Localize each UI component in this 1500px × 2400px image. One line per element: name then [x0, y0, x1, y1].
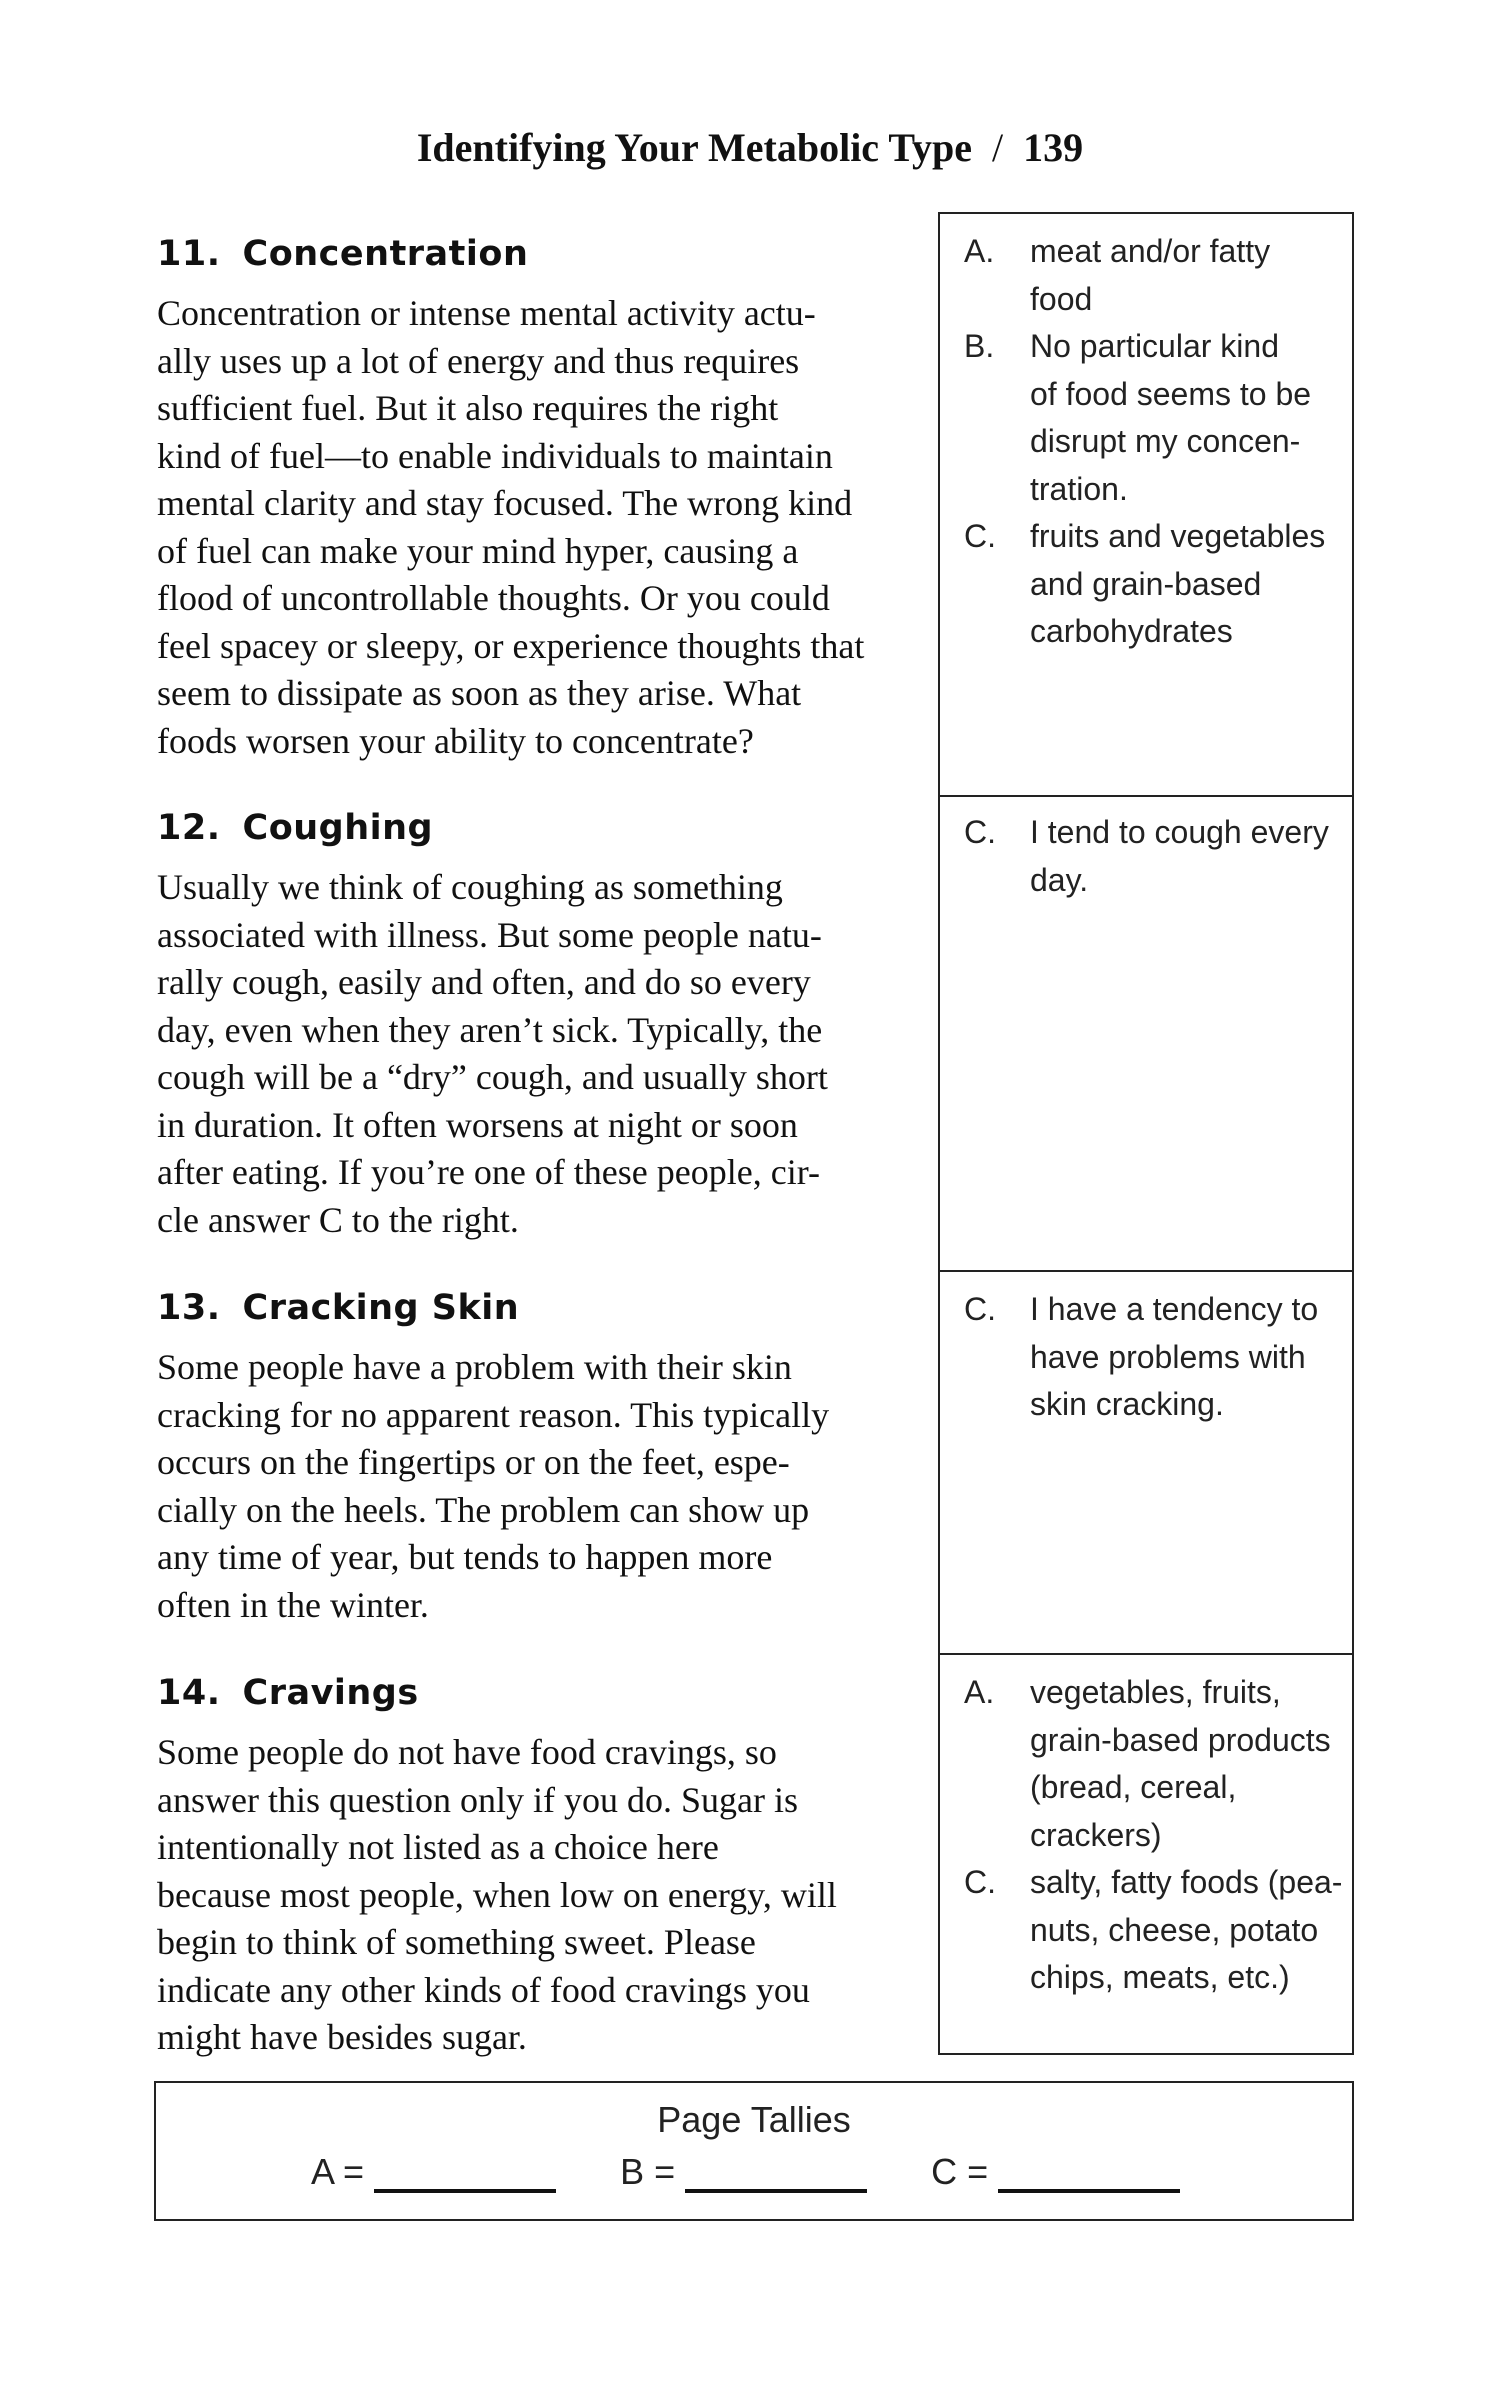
question-text — [157, 864, 917, 1244]
option-line: chips, meats, etc.) — [1030, 1959, 1290, 1995]
text-line: might have besides sugar. — [157, 2017, 527, 2057]
question-section — [157, 232, 917, 765]
option-label: B. — [964, 328, 995, 364]
option-line: day. — [1030, 861, 1089, 898]
option-line: salty, fatty foods (pea- — [1030, 1864, 1343, 1900]
text-line: in duration. It often worsens at night or soon — [157, 1104, 798, 1145]
question-text — [157, 1344, 917, 1629]
text-line: cracking for no apparent reason. This typically — [157, 1394, 830, 1435]
option-line: food — [1030, 280, 1093, 317]
answer-option[interactable] — [964, 1859, 1352, 2002]
question-text — [157, 1729, 917, 2062]
text-line: after eating. If you’re one of these people, cir- — [157, 1152, 820, 1192]
page-tallies-box — [154, 2081, 1354, 2221]
text-line: associated with illness. But some people natu- — [157, 914, 822, 955]
text-line: cially on the heels. The problem can show up — [157, 1489, 810, 1530]
page-header — [0, 124, 1500, 171]
text-line: of fuel can make your mind hyper, causing a — [157, 530, 799, 571]
tally-c-blank[interactable] — [998, 2153, 1180, 2193]
question-title: Concentration — [242, 234, 529, 274]
answer-box — [938, 212, 1354, 797]
option-line: I have a tendency to — [1030, 1291, 1319, 1327]
text-line: Some people do not have food cravings, so — [157, 1732, 777, 1772]
option-line: grain-based products — [1030, 1721, 1331, 1758]
question-number: 12. — [157, 808, 221, 848]
question-section — [157, 1286, 917, 1629]
question-heading — [157, 232, 917, 276]
answer-option[interactable] — [964, 809, 1352, 904]
option-line: vegetables, fruits, — [1030, 1674, 1281, 1710]
option-label: A. — [964, 1674, 995, 1710]
tally-b — [620, 2151, 867, 2193]
question-section — [157, 1671, 917, 2062]
question-section — [157, 806, 917, 1244]
answer-box — [938, 1272, 1354, 1655]
text-line: feel spacey or sleepy, or experience thoughts that — [157, 625, 865, 666]
option-label: C. — [964, 518, 996, 554]
text-line: ally uses up a lot of energy and thus requires — [157, 340, 800, 381]
text-line: often in the winter. — [157, 1584, 429, 1625]
option-line: nuts, cheese, potato — [1030, 1911, 1319, 1948]
page-number: 139 — [1023, 125, 1084, 170]
option-label: C. — [964, 814, 996, 850]
answer-options — [940, 795, 1352, 904]
question-number: 14. — [157, 1673, 221, 1713]
text-line: cle answer C to the right. — [157, 1199, 519, 1240]
option-text — [1030, 228, 1270, 323]
question-number: 11. — [157, 234, 221, 274]
separator: / — [992, 125, 1004, 170]
option-text — [1030, 323, 1311, 513]
tally-b-label: B = — [620, 2151, 676, 2192]
text-line: Concentration or intense mental activity actu- — [157, 293, 816, 333]
tally-a — [311, 2151, 556, 2193]
question-heading — [157, 1286, 917, 1330]
option-line: of food seems to be — [1030, 375, 1312, 412]
tally-title: Page Tallies — [657, 2099, 851, 2140]
option-label: C. — [964, 1291, 996, 1327]
option-line: No particular kind — [1030, 328, 1279, 364]
text-line: kind of fuel—to enable individuals to maintain — [157, 435, 833, 476]
option-line: have problems with — [1030, 1338, 1306, 1375]
text-line: mental clarity and stay focused. The wrong kind — [157, 483, 853, 523]
tally-c — [931, 2151, 1180, 2193]
answer-box — [938, 1655, 1354, 2055]
option-label: A. — [964, 233, 995, 269]
question-title: Cracking Skin — [242, 1288, 520, 1328]
question-number: 13. — [157, 1288, 221, 1328]
option-line: disrupt my concen- — [1030, 423, 1301, 459]
answer-options — [940, 214, 1352, 656]
question-title: Coughing — [242, 808, 434, 848]
text-line: Some people have a problem with their skin — [157, 1347, 792, 1387]
option-line: carbohydrates — [1030, 613, 1233, 649]
question-heading — [157, 806, 917, 850]
answer-option[interactable] — [964, 1286, 1352, 1429]
option-line: crackers) — [1030, 1816, 1162, 1853]
text-line: sufficient fuel. But it also requires the right — [157, 388, 779, 428]
text-line: intentionally not listed as a choice here — [157, 1827, 719, 1867]
answer-option[interactable] — [964, 1669, 1352, 1859]
text-line: Usually we think of coughing as something — [157, 867, 783, 907]
option-text — [1030, 809, 1329, 904]
question-text — [157, 290, 917, 765]
option-line: (bread, cereal, — [1030, 1769, 1237, 1805]
option-text — [1030, 1669, 1331, 1859]
option-line: fruits and vegetables — [1030, 518, 1326, 554]
text-line: cough will be a “dry” cough, and usually short — [157, 1057, 828, 1097]
text-line: day, even when they aren’t sick. Typically, the — [157, 1009, 823, 1050]
text-line: any time of year, but tends to happen more — [157, 1537, 773, 1577]
running-title: Identifying Your Metabolic Type — [416, 125, 973, 170]
text-line: occurs on the fingertips or on the feet, espe- — [157, 1442, 790, 1482]
text-line: begin to think of something sweet. Please — [157, 1922, 756, 1962]
option-text — [1030, 513, 1325, 656]
tally-b-blank[interactable] — [685, 2153, 867, 2193]
option-line: and grain-based — [1030, 565, 1262, 602]
answer-box — [938, 795, 1354, 1272]
text-line: foods worsen your ability to concentrate? — [157, 720, 754, 761]
answer-option[interactable] — [964, 323, 1352, 513]
option-line: meat and/or fatty — [1030, 233, 1271, 269]
text-line: because most people, when low on energy, will — [157, 1874, 837, 1915]
question-title: Cravings — [242, 1673, 419, 1713]
text-line: seem to dissipate as soon as they arise. What — [157, 673, 802, 713]
answer-options — [940, 1272, 1352, 1429]
option-line: I tend to cough every — [1030, 814, 1329, 850]
text-line: rally cough, easily and often, and do so every — [157, 962, 811, 1002]
text-line: answer this question only if you do. Sugar is — [157, 1779, 798, 1820]
answer-option[interactable] — [964, 513, 1352, 656]
text-line: indicate any other kinds of food cravings you — [157, 1969, 810, 2010]
answer-option[interactable] — [964, 228, 1352, 323]
tally-c-label: C = — [931, 2151, 989, 2192]
answer-options — [940, 1655, 1352, 2002]
tally-a-label: A = — [311, 2151, 365, 2192]
question-heading — [157, 1671, 917, 1715]
option-text — [1030, 1859, 1342, 2002]
option-label: C. — [964, 1864, 996, 1900]
tally-a-blank[interactable] — [374, 2153, 556, 2193]
option-line: skin cracking. — [1030, 1386, 1224, 1422]
option-text — [1030, 1286, 1318, 1429]
option-line: tration. — [1030, 470, 1128, 507]
text-line: flood of uncontrollable thoughts. Or you could — [157, 578, 830, 618]
